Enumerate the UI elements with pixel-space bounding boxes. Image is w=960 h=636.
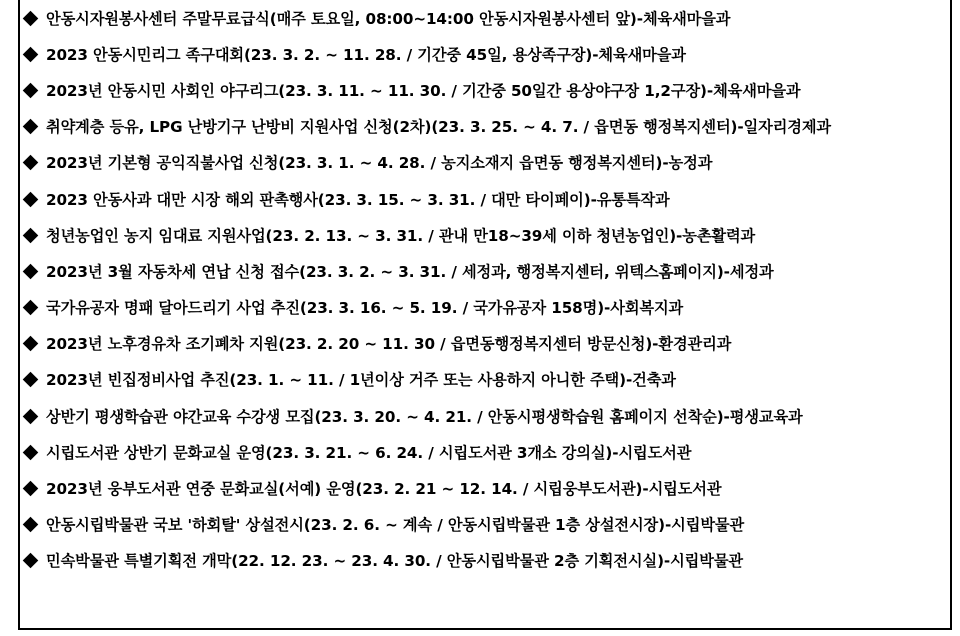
list-item-text: 시립도서관 상반기 문화교실 운영(23. 3. 21. ~ 6. 24. / 시립도서관 3개소 강의실)-시립도서관: [46, 443, 692, 462]
list-item-text: 안동시자원봉사센터 주말무료급식(매주 토요일, 08:00~14:00 안동시자원봉사센터 앞)-체육새마을과: [46, 9, 731, 28]
list-item: [22, 253, 956, 289]
list-item: [22, 181, 956, 217]
list-item-text: 안동시립박물관 국보 '하회탈' 상설전시(23. 2. 6. ~ 계속 / 안동시립박물관 1층 상설전시장)-시립박물관: [46, 516, 745, 535]
black-diamond-icon: [23, 336, 39, 352]
black-diamond-icon: [23, 481, 39, 497]
black-diamond-icon: [23, 227, 39, 243]
black-diamond-icon: [23, 553, 39, 569]
list-item: [22, 543, 956, 579]
black-diamond-icon: [23, 408, 39, 424]
list-item-text: 2023년 안동시민 사회인 야구리그(23. 3. 11. ~ 11. 30. / 기간중 50일간 용상야구장 1,2구장)-체육새마을과: [46, 81, 801, 100]
list-item: [22, 217, 956, 253]
list-item: [22, 507, 956, 543]
black-diamond-icon: [23, 264, 39, 280]
black-diamond-icon: [23, 47, 39, 63]
list-item-text: 2023년 기본형 공익직불사업 신청(23. 3. 1. ~ 4. 28. / 농지소재지 읍면동 행정복지센터)-농정과: [46, 154, 713, 173]
list-item-text: 국가유공자 명패 달아드리기 사업 추진(23. 3. 16. ~ 5. 19. / 국가유공자 158명)-사회복지과: [46, 299, 684, 318]
list-item: [22, 470, 956, 506]
black-diamond-icon: [23, 300, 39, 316]
list-item-text: 2023 안동사과 대만 시장 해외 판촉행사(23. 3. 15. ~ 3. 31. / 대만 타이페이)-유통특작과: [46, 190, 670, 209]
list-item-text: 2023년 웅부도서관 연중 문화교실(서예) 운영(23. 2. 21 ~ 12. 14. / 시립웅부도서관)-시립도서관: [46, 480, 722, 499]
black-diamond-icon: [23, 191, 39, 207]
black-diamond-icon: [23, 517, 39, 533]
event-list: [22, 0, 956, 579]
black-diamond-icon: [23, 10, 39, 26]
black-diamond-icon: [23, 445, 39, 461]
list-item-text: 2023년 빈집정비사업 추진(23. 1. ~ 11. / 1년이상 거주 또는 사용하지 아니한 주택)-건축과: [46, 371, 676, 390]
list-item: [22, 434, 956, 470]
black-diamond-icon: [23, 372, 39, 388]
list-item: [22, 72, 956, 108]
black-diamond-icon: [23, 119, 39, 135]
list-item-text: 취약계층 등유, LPG 난방기구 난방비 지원사업 신청(2차)(23. 3. 25. ~ 4. 7. / 읍면동 행정복지센터)-일자리경제과: [46, 118, 831, 137]
list-item-text: 2023 안동시민리그 족구대회(23. 3. 2. ~ 11. 28. / 기간중 45일, 용상족구장)-체육새마을과: [46, 45, 686, 64]
black-diamond-icon: [23, 155, 39, 171]
list-item: [22, 290, 956, 326]
list-item-text: 2023년 노후경유차 조기폐차 지원(23. 2. 20 ~ 11. 30 / 읍면동행정복지센터 방문신청)-환경관리과: [46, 335, 732, 354]
list-item: [22, 145, 956, 181]
list-item-text: 상반기 평생학습관 야간교육 수강생 모집(23. 3. 20. ~ 4. 21. / 안동시평생학습원 홈페이지 선착순)-평생교육과: [46, 407, 803, 426]
list-item: [22, 326, 956, 362]
list-item: [22, 109, 956, 145]
list-item-text: 2023년 3월 자동차세 연납 신청 접수(23. 3. 2. ~ 3. 31. / 세정과, 행정복지센터, 위텍스홈페이지)-세정과: [46, 262, 774, 281]
list-item: [22, 36, 956, 72]
list-item: [22, 0, 956, 36]
list-item: [22, 398, 956, 434]
list-item-text: 청년농업인 농지 임대료 지원사업(23. 2. 13. ~ 3. 31. / 관내 만18~39세 이하 청년농업인)-농촌활력과: [46, 226, 756, 245]
list-item: [22, 362, 956, 398]
black-diamond-icon: [23, 83, 39, 99]
list-item-text: 민속박물관 특별기획전 개막(22. 12. 23. ~ 23. 4. 30. / 안동시립박물관 2층 기획전시실)-시립박물관: [46, 552, 743, 571]
